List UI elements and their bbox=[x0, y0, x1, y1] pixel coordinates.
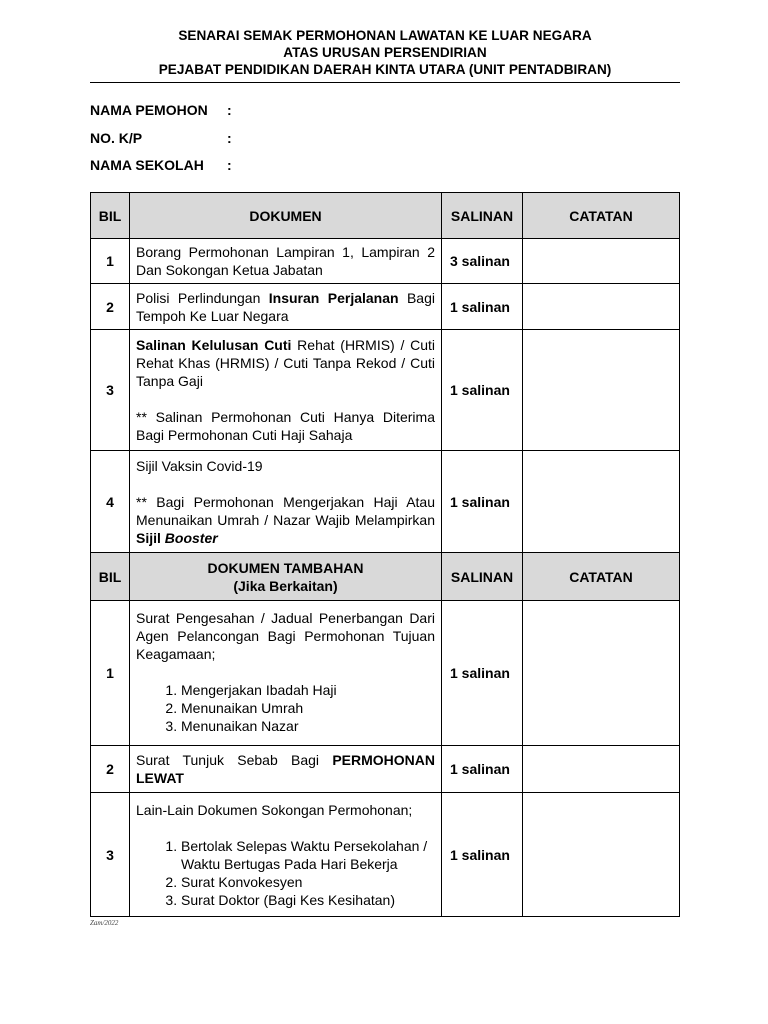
field-label: NO. K/P bbox=[90, 130, 143, 146]
header-dokumen-tambahan bbox=[130, 553, 442, 601]
notes-cell[interactable] bbox=[523, 793, 680, 917]
copies-count: 1 salinan bbox=[442, 284, 523, 330]
document-bold-text: Insuran Perjalanan bbox=[268, 289, 399, 306]
header-dokumen-subtitle: (Jika Berkaitan) bbox=[233, 577, 338, 594]
field-nama-pemohon bbox=[90, 102, 536, 118]
document-text: Rehat (HRMIS) / Cuti Rehat Khas (HRMIS) / Cuti Tanpa Rekod / Cuti Tanpa Gaji bbox=[136, 337, 435, 389]
row-number: 4 bbox=[91, 451, 130, 553]
header-office: PEJABAT PENDIDIKAN DAERAH KINTA UTARA (UNIT PENTADBIRAN) bbox=[158, 62, 612, 77]
document-list bbox=[136, 681, 435, 735]
header-bil: BIL bbox=[91, 553, 130, 601]
row-number: 2 bbox=[91, 746, 130, 793]
list-item: 2. Menunaikan Umrah bbox=[181, 699, 435, 717]
field-separator: : bbox=[227, 130, 232, 146]
notes-cell[interactable] bbox=[523, 451, 680, 553]
copies-count: 1 salinan bbox=[442, 330, 523, 451]
document-note: ** Salinan Permohonan Cuti Hanya Diterima Bagi Permohonan Cuti Haji Sahaja bbox=[136, 409, 435, 443]
notes-cell[interactable] bbox=[523, 601, 680, 746]
document-text: ** Bagi Permohonan Mengerjakan Haji Atau Menunaikan Umrah / Nazar Wajib Melampirkan bbox=[136, 494, 435, 528]
field-no-kp bbox=[90, 130, 536, 146]
document-header bbox=[90, 27, 680, 78]
copies-count: 3 salinan bbox=[442, 239, 523, 284]
footer-reference: Zam/2022 bbox=[90, 919, 119, 927]
document-bold-text: Salinan Kelulusan Cuti bbox=[136, 337, 292, 353]
notes-cell[interactable] bbox=[523, 284, 680, 330]
list-item: 3. Menunaikan Nazar bbox=[181, 717, 435, 735]
document-main: Sijil Vaksin Covid-19 bbox=[136, 458, 263, 474]
field-label: NAMA PEMOHON bbox=[90, 102, 208, 118]
header-bil: BIL bbox=[91, 193, 130, 239]
table-row bbox=[91, 284, 680, 330]
table-header-row bbox=[91, 193, 680, 239]
notes-cell[interactable] bbox=[523, 239, 680, 284]
document-description bbox=[130, 793, 442, 917]
document-text: Surat Tunjuk Sebab Bagi bbox=[136, 752, 333, 768]
list-item: 3. Surat Doktor (Bagi Kes Kesihatan) bbox=[181, 891, 435, 909]
header-dokumen-title: DOKUMEN TAMBAHAN bbox=[207, 559, 364, 576]
document-bold-italic-text: Booster bbox=[164, 530, 218, 546]
document-description bbox=[130, 330, 442, 451]
field-label: NAMA SEKOLAH bbox=[90, 157, 204, 173]
field-separator: : bbox=[227, 157, 232, 173]
table-row bbox=[91, 793, 680, 917]
header-catatan: CATATAN bbox=[523, 193, 680, 239]
document-note bbox=[136, 493, 435, 547]
table-row bbox=[91, 451, 680, 553]
list-item: 1. Mengerjakan Ibadah Haji bbox=[181, 681, 435, 699]
row-number: 1 bbox=[91, 601, 130, 746]
list-item: 2. Surat Konvokesyen bbox=[181, 873, 435, 891]
table-header-row-additional bbox=[91, 553, 680, 601]
table-row bbox=[91, 239, 680, 284]
document-text: Polisi Perlindungan bbox=[136, 289, 269, 306]
document-text: Bagi Tempoh Ke Luar Negara bbox=[136, 289, 435, 324]
header-dokumen: DOKUMEN bbox=[130, 193, 442, 239]
header-salinan: SALINAN bbox=[442, 193, 523, 239]
checklist-table bbox=[90, 192, 680, 917]
copies-count: 1 salinan bbox=[442, 746, 523, 793]
row-number: 3 bbox=[91, 793, 130, 917]
copies-count: 1 salinan bbox=[442, 451, 523, 553]
document-description bbox=[130, 451, 442, 553]
document-main: Lain-Lain Dokumen Sokongan Permohonan; bbox=[136, 802, 413, 818]
table-row bbox=[91, 746, 680, 793]
table-row bbox=[91, 601, 680, 746]
header-catatan: CATATAN bbox=[523, 553, 680, 601]
copies-count: 1 salinan bbox=[442, 601, 523, 746]
table-row bbox=[91, 330, 680, 451]
header-title: SENARAI SEMAK PERMOHONAN LAWATAN KE LUAR NEGARA bbox=[178, 28, 592, 43]
document-main bbox=[136, 336, 435, 390]
document-description bbox=[130, 284, 442, 330]
document-bold-text: PERMOHONAN LEWAT bbox=[136, 752, 435, 786]
header-subtitle: ATAS URUSAN PERSENDIRIAN bbox=[283, 45, 487, 60]
document-description bbox=[130, 601, 442, 746]
field-nama-sekolah bbox=[90, 157, 536, 173]
notes-cell[interactable] bbox=[523, 746, 680, 793]
header-salinan: SALINAN bbox=[442, 553, 523, 601]
document-main: Surat Pengesahan / Jadual Penerbangan Dari Agen Pelancongan Bagi Permohonan Tujuan Keagamaan; bbox=[136, 610, 435, 662]
row-number: 3 bbox=[91, 330, 130, 451]
document-bold-text: Sijil bbox=[136, 530, 161, 546]
copies-count: 1 salinan bbox=[442, 793, 523, 917]
document-list bbox=[136, 837, 435, 909]
field-separator: : bbox=[227, 102, 232, 118]
row-number: 1 bbox=[91, 239, 130, 284]
row-number: 2 bbox=[91, 284, 130, 330]
notes-cell[interactable] bbox=[523, 330, 680, 451]
document-description bbox=[130, 746, 442, 793]
document-description: Borang Permohonan Lampiran 1, Lampiran 2 Dan Sokongan Ketua Jabatan bbox=[130, 239, 442, 284]
header-divider bbox=[90, 82, 680, 83]
list-item: 1. Bertolak Selepas Waktu Persekolahan / Waktu Bertugas Pada Hari Bekerja bbox=[181, 837, 435, 873]
